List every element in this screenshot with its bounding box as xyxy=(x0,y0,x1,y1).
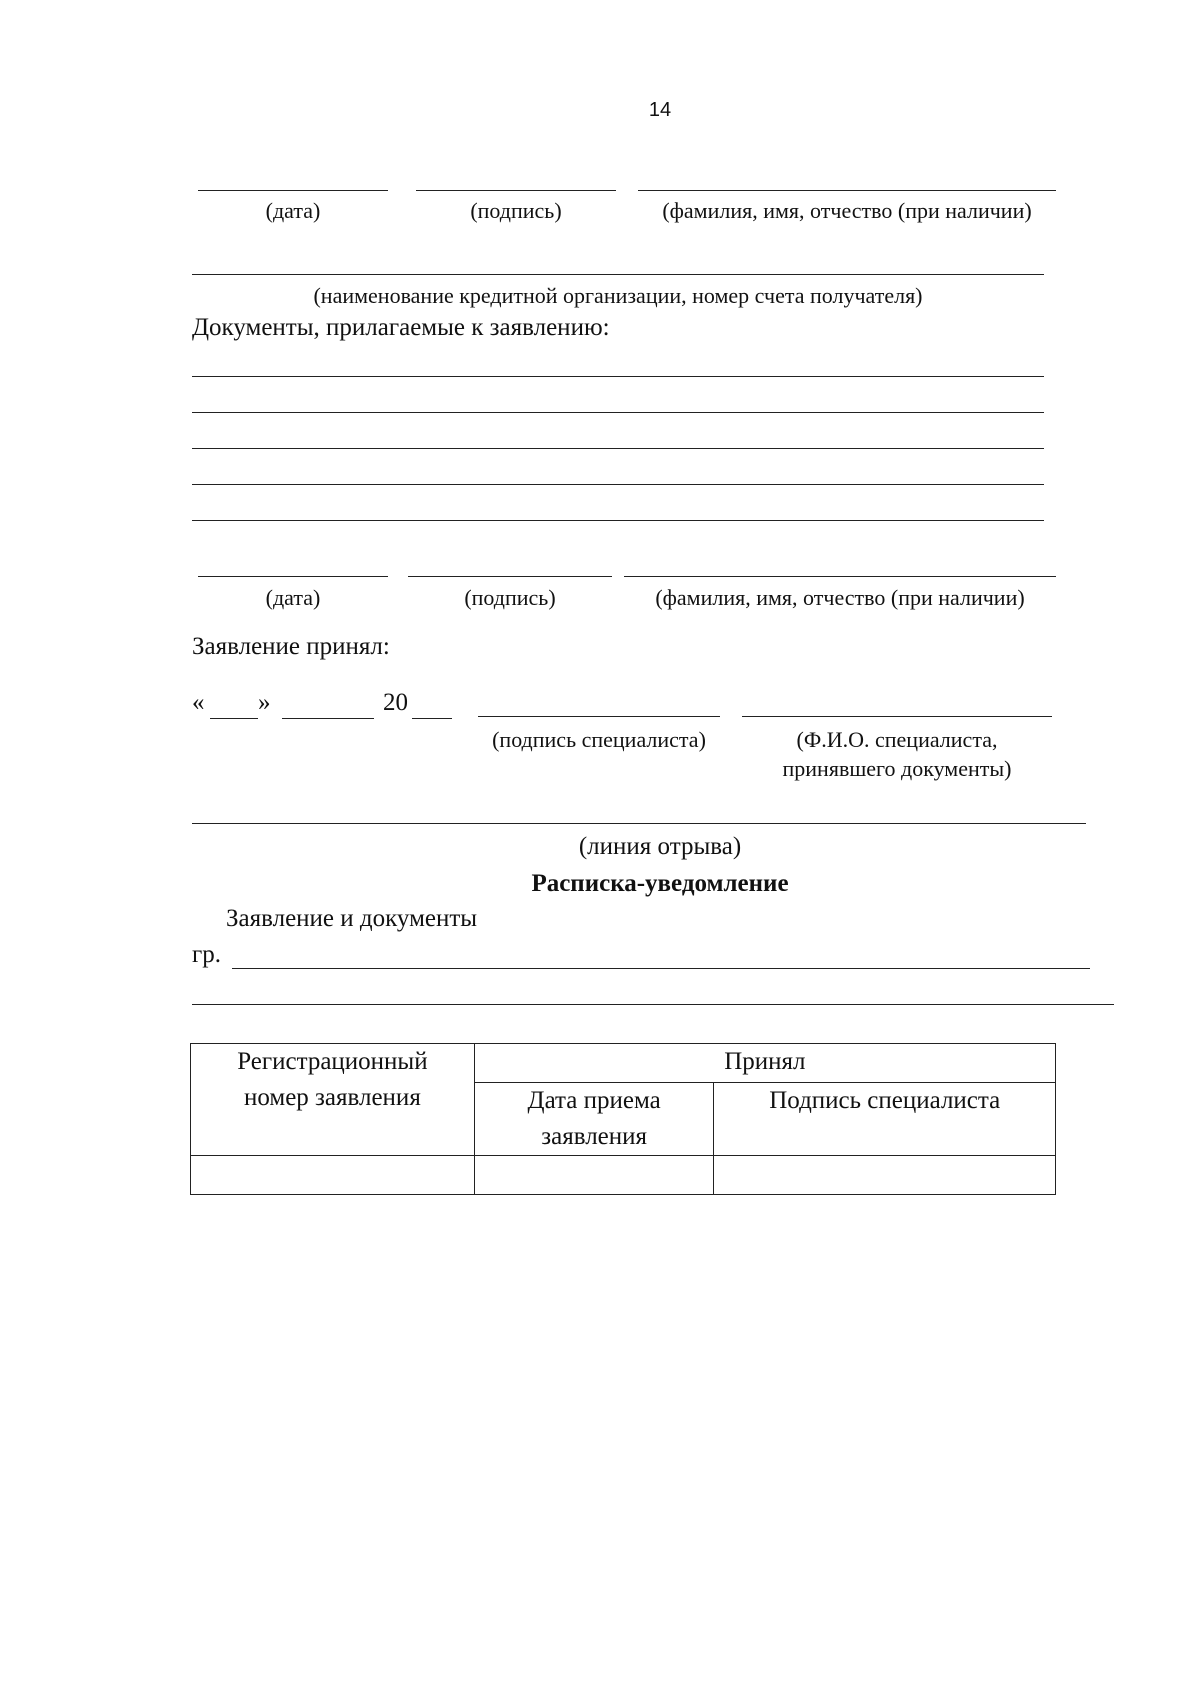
accepted-header: Принял xyxy=(474,1044,1055,1083)
reg-number-header-line2: номер заявления xyxy=(243,1084,421,1111)
documents-line-5[interactable] xyxy=(192,520,1044,521)
bank-caption: (наименование кредитной организации, номер счета получателя) xyxy=(313,283,923,308)
signature-line-1[interactable] xyxy=(416,190,616,191)
date-header-line1: Дата приема xyxy=(527,1087,661,1114)
signature-caption-1: (подпись) xyxy=(470,198,562,223)
month-blank[interactable] xyxy=(282,718,374,719)
accepted-heading: Заявление принял: xyxy=(192,633,390,660)
registration-table xyxy=(190,1043,1056,1195)
signature-header: Подпись специалиста xyxy=(714,1083,1056,1156)
date-header-line2: заявления xyxy=(541,1123,648,1150)
signature-cell[interactable] xyxy=(714,1156,1056,1195)
citizen-name-line[interactable] xyxy=(232,968,1090,969)
name-caption-1: (фамилия, имя, отчество (при наличии) xyxy=(662,198,1032,223)
date-caption-1: (дата) xyxy=(265,198,321,223)
specialist-name-caption-line2: принявшего документы) xyxy=(782,756,1012,781)
documents-line-4[interactable] xyxy=(192,484,1044,485)
citizen-prefix: гр. xyxy=(192,941,222,968)
documents-line-2[interactable] xyxy=(192,412,1044,413)
receipt-intro: Заявление и документы xyxy=(226,905,478,932)
day-blank[interactable] xyxy=(210,718,258,719)
tear-line xyxy=(192,823,1086,824)
name-caption-2: (фамилия, имя, отчество (при наличии) xyxy=(655,585,1025,610)
citizen-extra-line[interactable] xyxy=(192,1004,1114,1005)
reg-number-cell[interactable] xyxy=(191,1156,475,1195)
reg-number-header xyxy=(191,1044,475,1156)
documents-line-3[interactable] xyxy=(192,448,1044,449)
specialist-signature-caption: (подпись специалиста) xyxy=(492,727,706,752)
specialist-signature-line[interactable] xyxy=(478,716,720,717)
specialist-name-caption-line1: (Ф.И.О. специалиста, xyxy=(796,727,998,752)
name-line-1[interactable] xyxy=(638,190,1056,191)
year-blank[interactable] xyxy=(412,718,452,719)
tear-line-caption: (линия отрыва) xyxy=(578,833,742,860)
date-close-quote: » xyxy=(258,689,271,716)
date-open-quote: « xyxy=(192,689,205,716)
date-header xyxy=(474,1083,714,1156)
date-line-2[interactable] xyxy=(198,576,388,577)
reg-number-header-line1: Регистрационный xyxy=(237,1048,428,1075)
documents-heading: Документы, прилагаемые к заявлению: xyxy=(192,314,610,341)
bank-account-line[interactable] xyxy=(192,274,1044,275)
date-line-1[interactable] xyxy=(198,190,388,191)
signature-line-2[interactable] xyxy=(408,576,612,577)
date-cell[interactable] xyxy=(474,1156,714,1195)
signature-caption-2: (подпись) xyxy=(464,585,556,610)
year-prefix: 20 xyxy=(383,689,408,716)
page-number: 14 xyxy=(648,99,672,121)
documents-line-1[interactable] xyxy=(192,376,1044,377)
date-caption-2: (дата) xyxy=(265,585,321,610)
receipt-title: Расписка-уведомление xyxy=(531,870,789,897)
specialist-name-line[interactable] xyxy=(742,716,1052,717)
name-line-2[interactable] xyxy=(624,576,1056,577)
